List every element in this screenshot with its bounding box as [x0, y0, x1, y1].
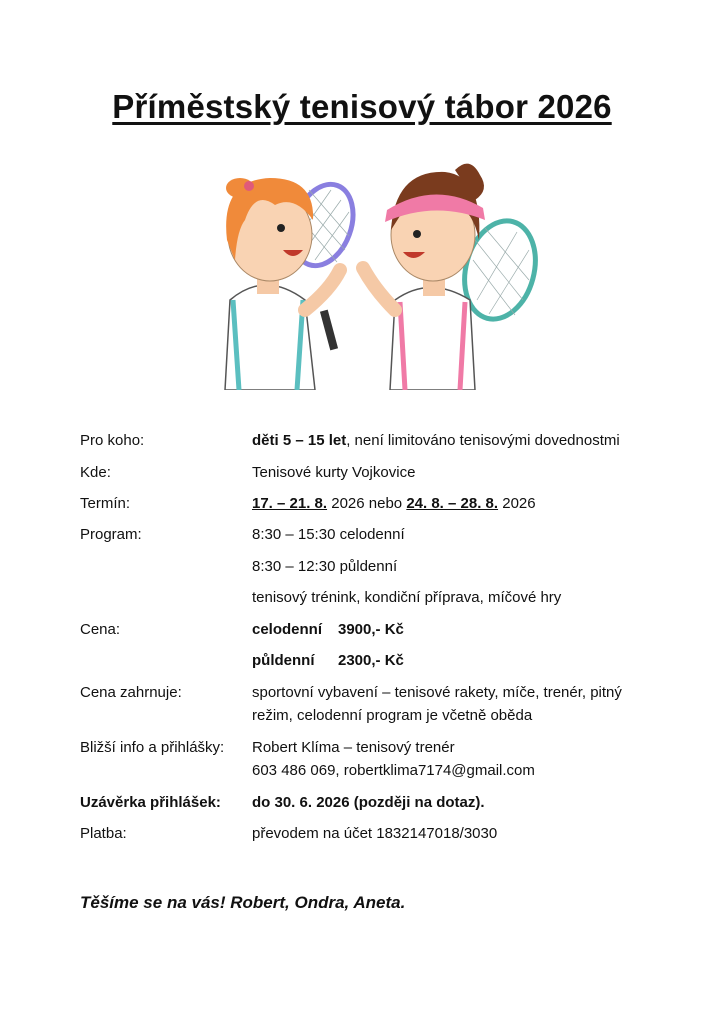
- value-price-half: půldenní 2300,- Kč: [252, 652, 404, 669]
- value-term: 17. – 21. 8. 2026 nebo 24. 8. – 28. 8. 2026: [252, 495, 536, 512]
- closing-greeting: Těšíme se na vás! Robert, Ondra, Aneta.: [80, 893, 406, 912]
- value-contact-line1: Robert Klíma – tenisový trenér: [252, 739, 455, 756]
- value-contact-line2: 603 486 069, robertklima7174@gmail.com: [252, 762, 535, 779]
- value-includes-line1: sportovní vybavení – tenisové rakety, míče, trenér, pitný: [252, 684, 622, 701]
- label-who: Pro koho:: [80, 432, 145, 449]
- value-where: Tenisové kurty Vojkovice: [252, 464, 416, 481]
- value-who: děti 5 – 15 let, není limitováno tenisovými dovednostmi: [252, 432, 620, 449]
- value-deadline: do 30. 6. 2026 (později na dotaz).: [252, 794, 485, 811]
- label-term: Termín:: [80, 495, 131, 512]
- label-includes: Cena zahrnuje:: [80, 684, 182, 701]
- value-payment: převodem na účet 1832147018/3030: [252, 825, 498, 842]
- label-program: Program:: [80, 526, 142, 543]
- value-program-line2: 8:30 – 12:30 půldenní: [252, 558, 398, 575]
- right-girl-figure: [363, 164, 546, 390]
- label-payment: Platba:: [80, 825, 127, 842]
- label-where: Kde:: [80, 464, 111, 481]
- left-girl-figure: [225, 176, 364, 390]
- tennis-girls-illustration: [205, 150, 550, 390]
- value-program-line3: tenisový trénink, kondiční příprava, míčové hry: [252, 589, 562, 606]
- value-includes-line2: režim, celodenní program je včetně oběda: [252, 707, 533, 724]
- label-price: Cena:: [80, 621, 121, 638]
- label-deadline: Uzávěrka přihlášek:: [80, 794, 221, 811]
- value-price-full: celodenní 3900,- Kč: [252, 621, 404, 638]
- page-title: Příměstský tenisový tábor 2026: [112, 88, 612, 125]
- label-contact: Bližší info a přihlášky:: [80, 739, 225, 756]
- value-program-line1: 8:30 – 15:30 celodenní: [252, 526, 405, 543]
